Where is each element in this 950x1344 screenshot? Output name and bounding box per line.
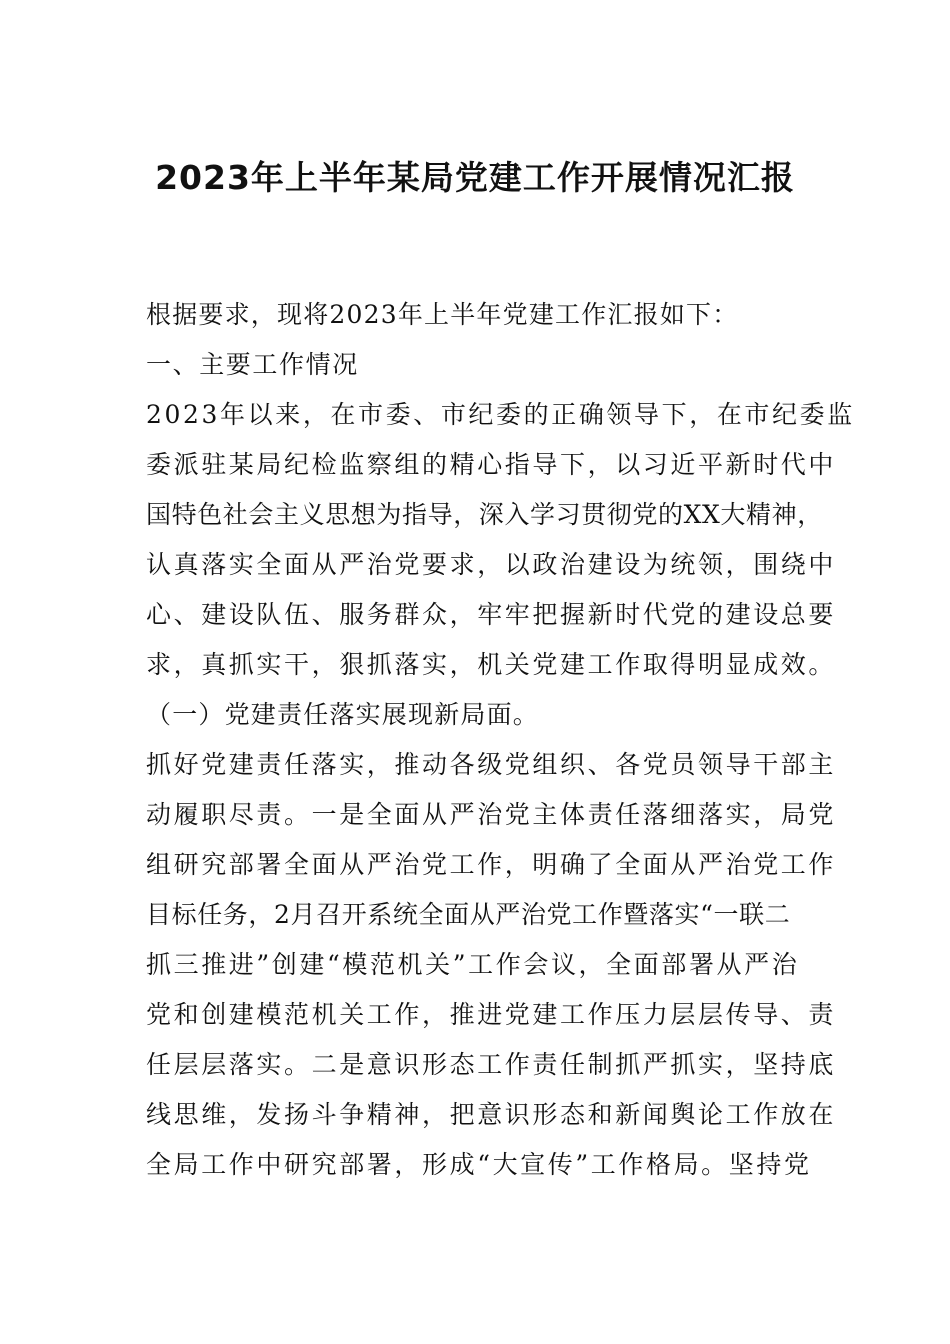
paragraph-line: 抓三推进”创建“模范机关”工作会议，全面部署从严治 xyxy=(146,950,800,979)
subsection-heading: （一）党建责任落实展现新局面。 xyxy=(146,700,540,729)
paragraph-line: 全局工作中研究部署，形成“大宣传”工作格局。坚持党 xyxy=(146,1150,812,1179)
paragraph-line: 线思维，发扬斗争精神，把意识形态和新闻舆论工作放在 xyxy=(146,1100,837,1129)
paragraph-line: 2023年以来，在市委、市纪委的正确领导下，在市纪委监 xyxy=(146,400,855,429)
paragraph-line: 动履职尽责。一是全面从严治党主体责任落细落实，局党 xyxy=(146,800,837,829)
paragraph-line: 心、建设队伍、服务群众，牢牢把握新时代党的建设总要 xyxy=(146,600,837,629)
document-body xyxy=(146,290,855,1190)
paragraph-line: 党和创建模范机关工作，推进党建工作压力层层传导、责 xyxy=(146,1000,837,1029)
paragraph-line: 求，真抓实干，狠抓落实，机关党建工作取得明显成效。 xyxy=(146,650,837,679)
paragraph-line: 任层层落实。二是意识形态工作责任制抓严抓实，坚持底 xyxy=(146,1050,837,1079)
paragraph-line: 国特色社会主义思想为指导，深入学习贯彻党的XX大精神， xyxy=(146,500,823,529)
paragraph-line: 目标任务，2月召开系统全面从严治党工作暨落实“一联二 xyxy=(146,900,791,929)
paragraph-line: 认真落实全面从严治党要求，以政治建设为统领，围绕中 xyxy=(146,550,837,579)
section-heading: 一、主要工作情况 xyxy=(146,350,359,379)
document-title: 2023年上半年某局党建工作开展情况汇报 xyxy=(155,158,795,197)
intro-line: 根据要求，现将2023年上半年党建工作汇报如下： xyxy=(146,300,739,329)
paragraph-line: 抓好党建责任落实，推动各级党组织、各党员领导干部主 xyxy=(146,750,837,779)
paragraph-line: 组研究部署全面从严治党工作，明确了全面从严治党工作 xyxy=(146,850,837,879)
paragraph-line: 委派驻某局纪检监察组的精心指导下，以习近平新时代中 xyxy=(146,450,837,479)
